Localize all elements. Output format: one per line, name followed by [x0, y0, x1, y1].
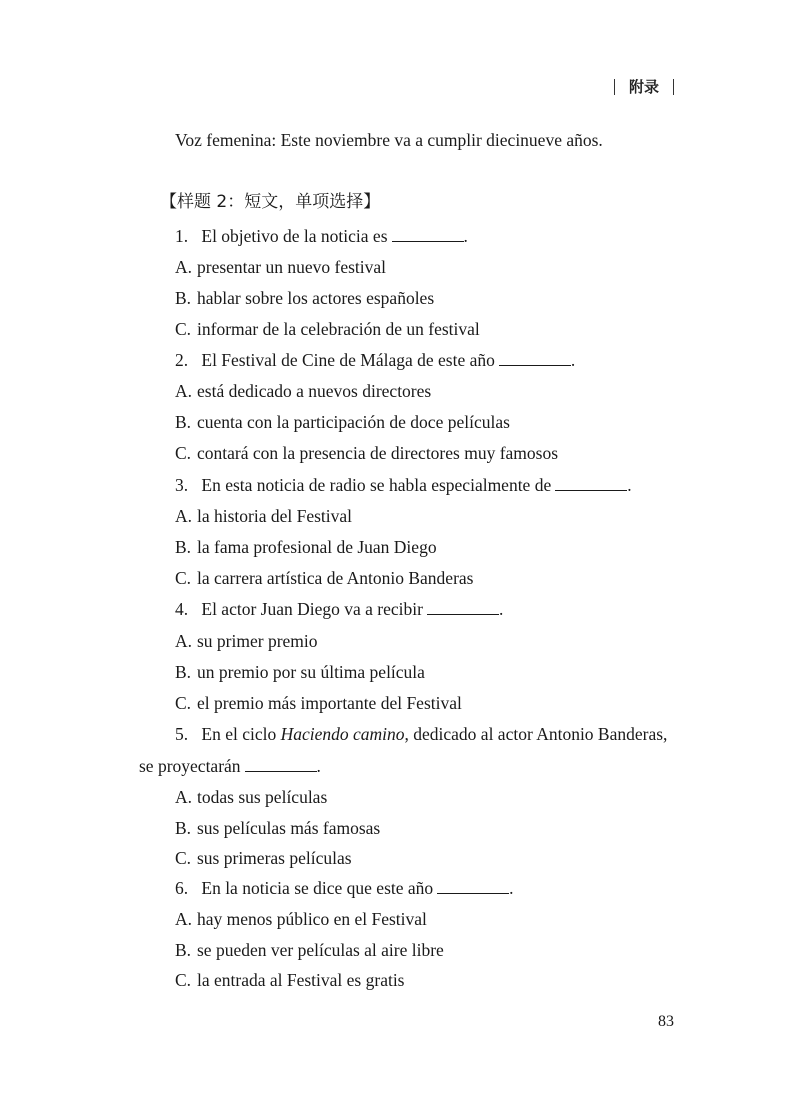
- question-4-option-c: [175, 692, 462, 714]
- option-text: presentar un nuevo festival: [197, 257, 387, 277]
- question-5-option-c: [175, 847, 352, 869]
- header-divider-left: [614, 79, 615, 95]
- option-letter: A.: [175, 787, 193, 807]
- question-6-stem: [175, 877, 514, 899]
- header-divider-right: [673, 79, 674, 95]
- option-letter: A.: [175, 381, 193, 401]
- answer-blank: [437, 877, 509, 894]
- question-number: 3.: [175, 475, 189, 495]
- question-6-option-a: [175, 908, 427, 930]
- option-text: informar de la celebración de un festival: [197, 319, 480, 339]
- question-end-punct: .: [570, 350, 576, 370]
- question-5-stem-continued: [139, 755, 321, 777]
- option-text: su primer premio: [197, 631, 318, 651]
- intro-line: Voz femenina: Este noviembre va a cumplir diecinueve años.: [175, 130, 603, 150]
- option-text: cuenta con la participación de doce películas: [197, 412, 510, 432]
- question-3-stem: [175, 474, 632, 496]
- option-letter: A.: [175, 631, 193, 651]
- answer-blank: [555, 474, 627, 491]
- question-1-stem: [175, 225, 468, 247]
- question-1-option-b: [175, 287, 434, 309]
- option-letter: A.: [175, 909, 193, 929]
- question-text-before: En el ciclo: [201, 724, 277, 744]
- option-text: sus primeras películas: [197, 848, 352, 868]
- option-letter: C.: [175, 693, 192, 713]
- option-text: hablar sobre los actores españoles: [197, 288, 435, 308]
- question-3-option-c: [175, 567, 473, 589]
- page-number: 83: [658, 1013, 674, 1030]
- question-number: 1.: [175, 226, 189, 246]
- question-4-option-b: [175, 661, 425, 683]
- option-letter: B.: [175, 412, 192, 432]
- question-1-option-c: [175, 318, 480, 340]
- question-2-option-a: [175, 380, 431, 402]
- question-end-punct: .: [498, 599, 504, 619]
- option-letter: B.: [175, 818, 192, 838]
- option-text: hay menos público en el Festival: [197, 909, 427, 929]
- option-text: la fama profesional de Juan Diego: [197, 537, 437, 557]
- question-2-stem: [175, 349, 575, 371]
- question-6-option-c: [175, 969, 405, 991]
- option-text: contará con la presencia de directores muy famosos: [197, 443, 559, 463]
- answer-blank: [392, 225, 464, 242]
- question-number: 2.: [175, 350, 189, 370]
- option-letter: C.: [175, 319, 192, 339]
- question-number: 5.: [175, 724, 189, 744]
- option-letter: B.: [175, 288, 192, 308]
- question-end-punct: .: [627, 475, 632, 495]
- option-text: un premio por su última película: [197, 662, 425, 682]
- option-text: la carrera artística de Antonio Banderas: [197, 568, 474, 588]
- question-5-option-b: [175, 817, 380, 839]
- question-3-option-a: [175, 505, 352, 527]
- option-letter: C.: [175, 970, 192, 990]
- option-text: se pueden ver películas al aire libre: [197, 940, 444, 960]
- question-text: El objetivo de la noticia es: [201, 226, 388, 246]
- question-text: El actor Juan Diego va a recibir: [201, 599, 423, 619]
- question-2-option-b: [175, 411, 510, 433]
- option-letter: C.: [175, 443, 192, 463]
- question-text-continued: se proyectarán: [139, 756, 241, 776]
- option-text: la entrada al Festival es gratis: [197, 970, 405, 990]
- answer-blank: [427, 598, 499, 615]
- question-1-option-a: [175, 256, 386, 278]
- question-4-stem: [175, 598, 503, 620]
- question-number: 6.: [175, 878, 189, 898]
- option-letter: C.: [175, 568, 192, 588]
- question-end-punct: .: [463, 226, 468, 246]
- question-number: 4.: [175, 599, 189, 619]
- question-text: En la noticia se dice que este año: [201, 878, 434, 898]
- option-text: está dedicado a nuevos directores: [197, 381, 432, 401]
- question-4-option-a: [175, 630, 318, 652]
- option-letter: A.: [175, 506, 193, 526]
- question-text: El Festival de Cine de Málaga de este año: [201, 350, 495, 370]
- question-5-option-a: [175, 786, 327, 808]
- question-end-punct: .: [316, 756, 321, 776]
- question-text: En esta noticia de radio se habla especialmente de: [201, 475, 552, 495]
- running-header: [614, 76, 674, 97]
- option-text: la historia del Festival: [197, 506, 353, 526]
- answer-blank: [245, 755, 317, 772]
- option-letter: B.: [175, 940, 192, 960]
- header-section-label: 附录: [628, 78, 659, 96]
- cycle-title: Haciendo camino: [280, 724, 405, 744]
- option-letter: B.: [175, 662, 192, 682]
- answer-blank: [499, 349, 571, 366]
- question-6-option-b: [175, 939, 444, 961]
- question-end-punct: .: [509, 878, 514, 898]
- question-text-after: , dedicado al actor Antonio Banderas,: [404, 724, 668, 744]
- option-text: todas sus películas: [197, 787, 328, 807]
- section-heading: 【样题 2：短文，单项选择】: [160, 192, 381, 212]
- option-text: sus películas más famosas: [197, 818, 381, 838]
- question-3-option-b: [175, 536, 437, 558]
- option-letter: A.: [175, 257, 193, 277]
- question-5-stem: [175, 723, 667, 745]
- option-letter: B.: [175, 537, 192, 557]
- option-letter: C.: [175, 848, 192, 868]
- option-text: el premio más importante del Festival: [197, 693, 462, 713]
- question-2-option-c: [175, 442, 558, 464]
